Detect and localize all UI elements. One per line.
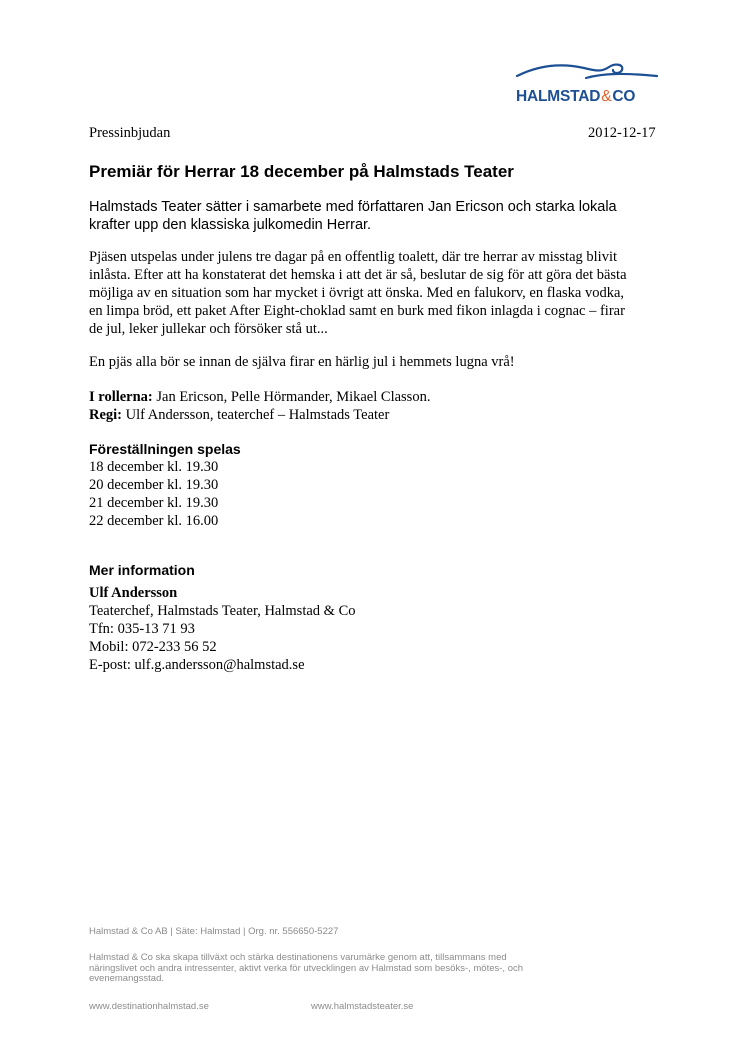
contact-name-text: Ulf Andersson bbox=[89, 585, 178, 601]
footer-link-destination[interactable]: www.destinationhalmstad.se bbox=[89, 1001, 209, 1012]
performance-date: 18 december kl. 19.30 bbox=[89, 459, 219, 475]
body-line: Pjäsen utspelas under julens tre dagar på en offentlig toalett, där tre herrar av misstag blivit bbox=[89, 249, 618, 265]
contact-block bbox=[89, 584, 356, 674]
contact-email[interactable]: E-post: ulf.g.andersson@halmstad.se bbox=[89, 657, 305, 673]
footer-mission-line: näringslivet och andra intressenter, aktivt verka för utvecklingen av Halmstad som besöks-, mötes-, och bbox=[89, 962, 524, 974]
performance-date: 22 december kl. 16.00 bbox=[89, 513, 219, 529]
page-title: Premiär för Herrar 18 december på Halmstads Teater bbox=[89, 162, 514, 181]
logo-name: HALMSTAD bbox=[516, 88, 601, 105]
footer-link-theater[interactable]: www.halmstadsteater.se bbox=[311, 1001, 414, 1012]
footer-mission-line: Halmstad & Co ska skapa tillväxt och stärka destinationens varumärke genom att, tillsammans med bbox=[89, 952, 507, 963]
footer-mission-line: evenemangsstad. bbox=[89, 973, 164, 984]
lead-line: Halmstads Teater sätter i samarbete med författaren Jan Ericson och starka lokala bbox=[89, 199, 617, 215]
roles-line bbox=[89, 388, 430, 406]
director-value: Ulf Andersson, teaterchef – Halmstads Teater bbox=[122, 407, 390, 423]
lead-paragraph bbox=[89, 198, 617, 234]
roles-value: Jan Ericson, Pelle Hörmander, Mikael Classon. bbox=[152, 389, 431, 405]
performances-list bbox=[89, 458, 218, 530]
body-line: de jul, leker jullekar och försöker stå ut... bbox=[89, 321, 328, 337]
director-label: Regi: bbox=[89, 407, 123, 423]
director-line bbox=[89, 406, 430, 424]
logo-ampersand: & bbox=[601, 88, 612, 105]
performance-date: 21 december kl. 19.30 bbox=[89, 495, 219, 511]
contact-mobile: Mobil: 072-233 56 52 bbox=[89, 639, 217, 655]
lead-line: krafter upp den klassiska julkomedin Herrar. bbox=[89, 217, 372, 233]
credits-block bbox=[89, 388, 430, 424]
performances-heading: Föreställningen spelas bbox=[89, 441, 241, 457]
body-line: möjliga av en situation som har mycket i övrigt att önska. Med en falukorv, en flaska vodka, bbox=[89, 285, 625, 301]
contact-title: Teaterchef, Halmstads Teater, Halmstad & Co bbox=[89, 603, 356, 619]
document-date: 2012-12-17 bbox=[588, 125, 656, 141]
document-type: Pressinbjudan bbox=[89, 125, 171, 141]
logo-suffix: CO bbox=[612, 88, 636, 105]
closing-paragraph: En pjäs alla bör se innan de själva firar en härlig jul i hemmets lugna vrå! bbox=[89, 354, 515, 370]
roles-label: I rollerna: bbox=[89, 389, 153, 405]
contact-heading: Mer information bbox=[89, 562, 195, 578]
footer-company: Halmstad & Co AB | Säte: Halmstad | Org. nr. 556650-5227 bbox=[89, 926, 339, 937]
body-paragraph bbox=[89, 248, 627, 338]
body-line: inlåsta. Efter att ha konstaterat det hemska i att det är så, beslutar de sig för att göra det bästa bbox=[89, 267, 627, 283]
performance-date: 20 december kl. 19.30 bbox=[89, 477, 219, 493]
contact-phone: Tfn: 035-13 71 93 bbox=[89, 621, 195, 637]
contact-name bbox=[89, 584, 356, 602]
logo-wordmark bbox=[516, 88, 635, 106]
body-line: en limpa bröd, ett paket After Eight-choklad samt en burk med fikon inlagda i cognac – firar bbox=[89, 303, 625, 319]
wave-icon bbox=[514, 62, 660, 88]
halmstad-co-logo bbox=[514, 62, 660, 108]
footer-mission bbox=[89, 953, 523, 985]
